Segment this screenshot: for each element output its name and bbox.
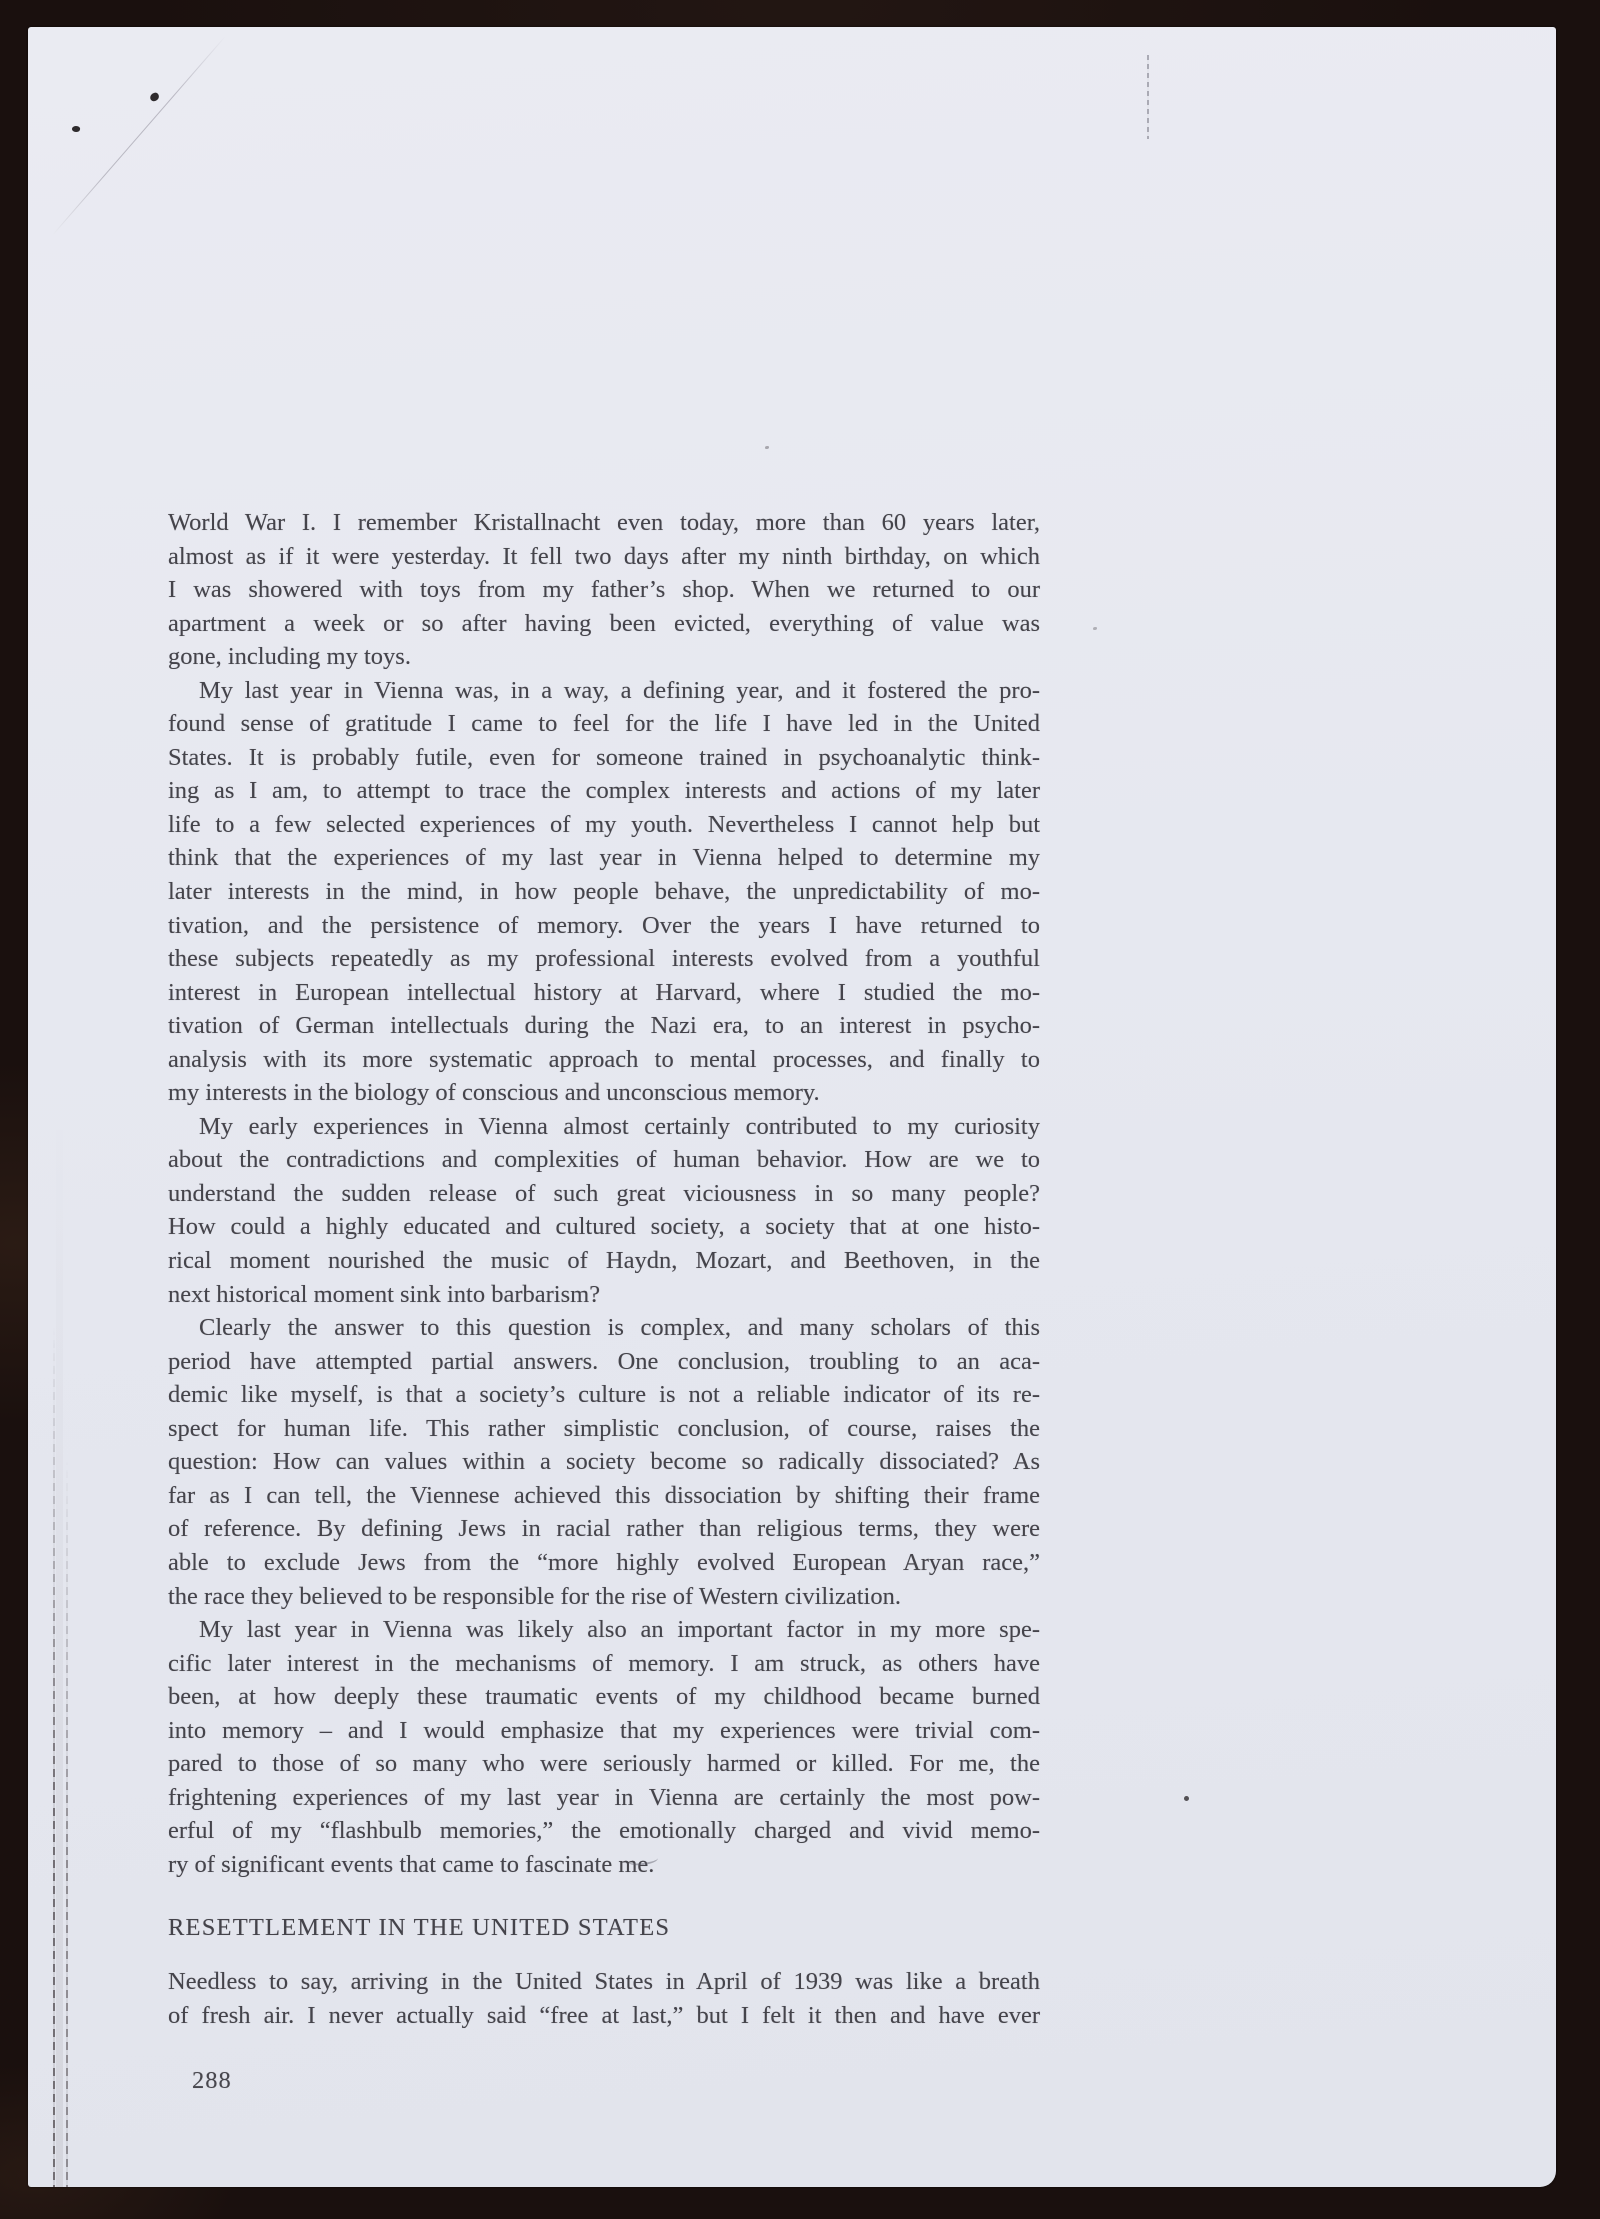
text-line: frightening experiences of my last year in Vienna are certainly the most pow- — [168, 1783, 1040, 1811]
text-line: cific later interest in the mechanisms of memory. I am struck, as others have — [168, 1649, 1040, 1677]
text-line: gone, including my toys. — [168, 643, 411, 671]
text-line: Clearly the answer to this question is complex, and many scholars of this — [199, 1314, 1040, 1342]
book-page — [28, 27, 1556, 2187]
text-line: far as I can tell, the Viennese achieved this dissociation by shifting their frame — [168, 1481, 1040, 1509]
text-line: next historical moment sink into barbarism? — [168, 1280, 601, 1308]
text-line: later interests in the mind, in how people behave, the unpredictability of mo- — [168, 878, 1040, 906]
text-line: tivation, and the persistence of memory. Over the years I have returned to — [168, 911, 1040, 939]
text-line: interest in European intellectual history at Harvard, where I studied the mo- — [168, 978, 1040, 1006]
text-line: of fresh air. I never actually said “free at last,” but I felt it then and have ever — [168, 2001, 1040, 2029]
binding-mark — [53, 1327, 55, 2187]
text-line: period have attempted partial answers. One conclusion, troubling to an aca- — [168, 1347, 1040, 1375]
post-heading-text — [168, 1965, 1040, 2032]
text-line: Needless to say, arriving in the United States in April of 1939 was like a breath — [168, 1968, 1040, 1995]
text-line: life to a few selected experiences of my youth. Nevertheless I cannot help but — [168, 810, 1040, 838]
text-line: the race they believed to be responsible for the rise of Western civilization. — [168, 1582, 901, 1610]
dashed-scan-line — [1147, 55, 1149, 139]
text-line: ry of significant events that came to fascinate me. — [168, 1850, 655, 1878]
text-line: these subjects repeatedly as my professional interests evolved from a youthful — [168, 945, 1040, 973]
body-text — [168, 506, 1040, 1881]
text-line: my interests in the biology of conscious and unconscious memory. — [168, 1079, 820, 1107]
text-line: understand the sudden release of such great viciousness in so many people? — [168, 1179, 1040, 1207]
ink-speck — [1093, 627, 1097, 630]
scratch-mark — [52, 36, 226, 236]
text-line: My last year in Vienna was likely also an important factor in my more spe- — [199, 1616, 1040, 1644]
text-line: spect for human life. This rather simplistic conclusion, of course, raises the — [168, 1414, 1040, 1442]
ink-speck — [71, 125, 80, 133]
text-line: of reference. By defining Jews in racial rather than religious terms, they were — [168, 1515, 1040, 1543]
binding-smudge — [56, 1107, 63, 2187]
text-line: ing as I am, to attempt to trace the complex interests and actions of my later — [168, 777, 1040, 805]
text-line: question: How can values within a society become so radically dissociated? As — [168, 1448, 1040, 1476]
binding-mark — [66, 1457, 68, 2187]
text-line: How could a highly educated and cultured society, a society that at one histo- — [168, 1213, 1040, 1241]
text-line: been, at how deeply these traumatic events of my childhood became burned — [168, 1683, 1040, 1711]
text-line: My early experiences in Vienna almost certainly contributed to my curiosity — [199, 1112, 1040, 1140]
section-heading: RESETTLEMENT IN THE UNITED STATES — [168, 1914, 671, 1941]
text-line: analysis with its more systematic approach to mental processes, and finally to — [168, 1045, 1040, 1073]
text-line: My last year in Vienna was, in a way, a defining year, and it fostered the pro- — [199, 676, 1040, 704]
text-line: able to exclude Jews from the “more highly evolved European Aryan race,” — [168, 1548, 1040, 1576]
page-number: 288 — [192, 2067, 232, 2094]
text-line: about the contradictions and complexities of human behavior. How are we to — [168, 1146, 1040, 1174]
ink-speck — [149, 92, 160, 102]
text-line: demic like myself, is that a society’s culture is not a reliable indicator of its re- — [168, 1381, 1040, 1409]
text-line: apartment a week or so after having been evicted, everything of value was — [168, 609, 1040, 637]
text-line: rical moment nourished the music of Haydn, Mozart, and Beethoven, in the — [168, 1247, 1040, 1275]
text-line: I was showered with toys from my father’s shop. When we returned to our — [168, 576, 1040, 604]
text-line: tivation of German intellectuals during the Nazi era, to an interest in psycho- — [168, 1012, 1040, 1040]
text-line: States. It is probably futile, even for someone trained in psychoanalytic think- — [168, 743, 1040, 771]
ink-speck — [1184, 1796, 1189, 1801]
text-line: pared to those of so many who were seriously harmed or killed. For me, the — [168, 1750, 1040, 1778]
text-line: World War I. I remember Kristallnacht even today, more than 60 years later, — [168, 509, 1040, 536]
text-line: found sense of gratitude I came to feel for the life I have led in the United — [168, 710, 1040, 738]
text-line: into memory – and I would emphasize that my experiences were trivial com- — [168, 1716, 1040, 1744]
text-line: think that the experiences of my last year in Vienna helped to determine my — [168, 844, 1040, 872]
text-line: erful of my “flashbulb memories,” the emotionally charged and vivid memo- — [168, 1817, 1040, 1845]
text-line: almost as if it were yesterday. It fell two days after my ninth birthday, on which — [168, 542, 1040, 570]
ink-speck — [765, 446, 769, 449]
